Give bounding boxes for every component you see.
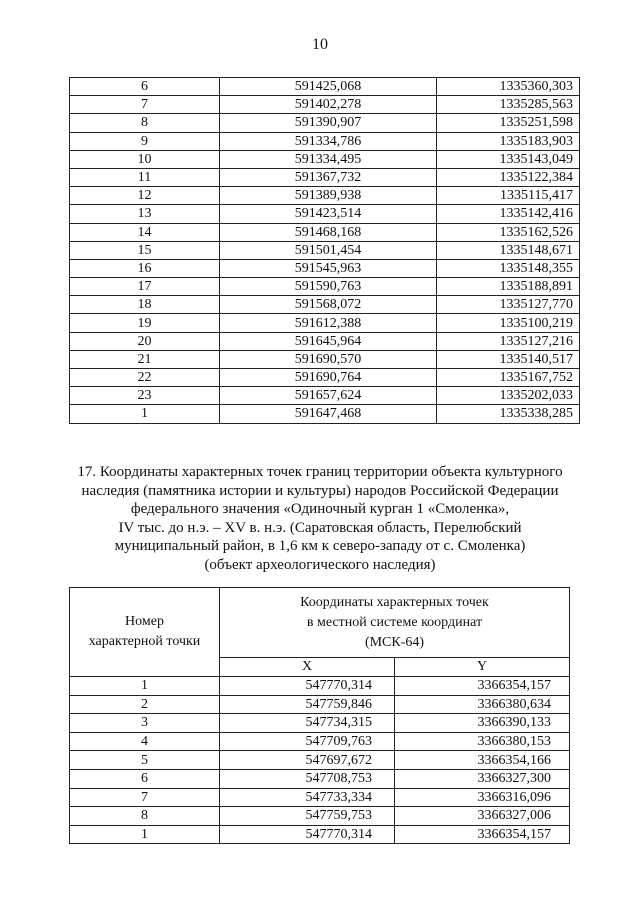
y-coordinate-cell: 3366380,634 — [395, 695, 570, 714]
point-number-cell: 6 — [70, 78, 220, 96]
table-row — [70, 259, 580, 277]
point-number-cell: 1 — [70, 677, 220, 696]
y-coordinate-cell: 1335183,903 — [437, 132, 580, 150]
coordinates-table-continued — [69, 77, 580, 424]
y-coordinate-cell: 1335188,891 — [437, 278, 580, 296]
x-coordinate-cell: 547770,314 — [220, 677, 395, 696]
heading-line: наследия (памятника истории и культуры) народов Российской Федерации — [81, 482, 559, 499]
y-coordinate-cell: 1335162,526 — [437, 223, 580, 241]
page-number: 10 — [312, 36, 328, 53]
x-coordinate-cell: 591367,732 — [220, 168, 437, 186]
header-line: Координаты характерных точек — [300, 594, 489, 610]
x-column-header: X — [220, 658, 395, 677]
point-number-cell: 14 — [70, 223, 220, 241]
point-number-cell: 8 — [70, 807, 220, 826]
table-row — [70, 714, 570, 733]
y-column-header: Y — [395, 658, 570, 677]
x-coordinate-cell: 591423,514 — [220, 205, 437, 223]
table-row — [70, 769, 570, 788]
x-coordinate-cell: 547697,672 — [220, 751, 395, 770]
table-row — [70, 825, 570, 844]
x-coordinate-cell: 591590,763 — [220, 278, 437, 296]
heading-line: федерального значения «Одиночный курган 1 «Смоленка», — [130, 501, 510, 517]
heading-line: 17. Координаты характерных точек границ территории объекта культурного — [77, 464, 563, 480]
y-coordinate-cell: 1335202,033 — [437, 387, 580, 405]
y-coordinate-cell: 1335167,752 — [437, 369, 580, 387]
x-coordinate-cell: 547759,846 — [220, 695, 395, 714]
coordinates-header — [220, 588, 570, 658]
point-number-cell: 23 — [70, 387, 220, 405]
point-number-cell: 21 — [70, 350, 220, 368]
table-row — [70, 788, 570, 807]
point-number-cell: 18 — [70, 296, 220, 314]
x-coordinate-cell: 591690,764 — [220, 369, 437, 387]
point-number-cell: 7 — [70, 96, 220, 114]
table-row — [70, 751, 570, 770]
point-number-cell: 1 — [70, 825, 220, 844]
x-coordinate-cell: 591612,388 — [220, 314, 437, 332]
x-coordinate-cell: 547709,763 — [220, 732, 395, 751]
y-coordinate-cell: 1335127,216 — [437, 332, 580, 350]
point-number-cell: 20 — [70, 332, 220, 350]
x-coordinate-cell: 547733,334 — [220, 788, 395, 807]
table-row — [70, 332, 580, 350]
y-coordinate-cell: 1335100,219 — [437, 314, 580, 332]
x-coordinate-cell: 547708,753 — [220, 769, 395, 788]
point-number-cell: 5 — [70, 751, 220, 770]
y-coordinate-cell: 1335115,417 — [437, 187, 580, 205]
x-coordinate-cell: 591389,938 — [220, 187, 437, 205]
table-row — [70, 168, 580, 186]
y-coordinate-cell: 3366316,096 — [395, 788, 570, 807]
x-coordinate-cell: 547770,314 — [220, 825, 395, 844]
table-row — [70, 96, 580, 114]
x-coordinate-cell: 591468,168 — [220, 223, 437, 241]
point-number-cell: 12 — [70, 187, 220, 205]
y-coordinate-cell: 3366380,153 — [395, 732, 570, 751]
point-number-cell: 3 — [70, 714, 220, 733]
y-coordinate-cell: 1335122,384 — [437, 168, 580, 186]
point-number-cell: 8 — [70, 114, 220, 132]
y-coordinate-cell: 3366390,133 — [395, 714, 570, 733]
y-coordinate-cell: 1335148,671 — [437, 241, 580, 259]
y-coordinate-cell: 1335338,285 — [437, 405, 580, 423]
y-coordinate-cell: 1335285,563 — [437, 96, 580, 114]
x-coordinate-cell: 591545,963 — [220, 259, 437, 277]
x-coordinate-cell: 547759,753 — [220, 807, 395, 826]
point-number-cell: 16 — [70, 259, 220, 277]
table-row — [70, 296, 580, 314]
table-row — [70, 241, 580, 259]
table-row — [70, 278, 580, 296]
point-number-cell: 19 — [70, 314, 220, 332]
heading-line: (объект археологического наследия) — [204, 556, 436, 573]
header-line: Номер — [125, 614, 164, 629]
y-coordinate-cell: 1335127,770 — [437, 296, 580, 314]
point-number-cell: 15 — [70, 241, 220, 259]
table-row — [70, 132, 580, 150]
y-coordinate-cell: 1335148,355 — [437, 259, 580, 277]
point-number-cell: 2 — [70, 695, 220, 714]
x-coordinate-cell: 591501,454 — [220, 241, 437, 259]
table-row — [70, 314, 580, 332]
y-coordinate-cell: 3366327,006 — [395, 807, 570, 826]
table-row — [70, 205, 580, 223]
x-coordinate-cell: 591402,278 — [220, 96, 437, 114]
table-row — [70, 405, 580, 423]
point-number-cell: 17 — [70, 278, 220, 296]
table-row — [70, 807, 570, 826]
point-number-cell: 9 — [70, 132, 220, 150]
point-number-cell: 6 — [70, 769, 220, 788]
y-coordinate-cell: 1335251,598 — [437, 114, 580, 132]
coordinates-table-body — [70, 677, 570, 844]
y-coordinate-cell: 3366354,157 — [395, 677, 570, 696]
point-number-cell: 13 — [70, 205, 220, 223]
point-number-cell: 22 — [70, 369, 220, 387]
x-coordinate-cell: 591690,570 — [220, 350, 437, 368]
table-row — [70, 223, 580, 241]
point-number-cell: 11 — [70, 168, 220, 186]
point-number-header — [70, 588, 220, 677]
heading-line: IV тыс. до н.э. – XV в. н.э. (Саратовская область, Перелюбский — [118, 519, 522, 536]
y-coordinate-cell: 3366327,300 — [395, 769, 570, 788]
coordinates-table-body — [70, 78, 580, 424]
table-row — [70, 387, 580, 405]
y-coordinate-cell: 1335143,049 — [437, 150, 580, 168]
header-line: характерной точки — [88, 634, 201, 649]
x-coordinate-cell: 591645,964 — [220, 332, 437, 350]
point-number-cell: 7 — [70, 788, 220, 807]
table-header — [70, 588, 570, 677]
table-row — [70, 695, 570, 714]
coordinates-table-msk64 — [69, 587, 570, 844]
section-heading — [60, 463, 580, 574]
point-number-cell: 10 — [70, 150, 220, 168]
x-coordinate-cell: 591334,786 — [220, 132, 437, 150]
y-coordinate-cell: 1335140,517 — [437, 350, 580, 368]
y-coordinate-cell: 1335142,416 — [437, 205, 580, 223]
x-coordinate-cell: 591425,068 — [220, 78, 437, 96]
table-row — [70, 187, 580, 205]
heading-line: муниципальный район, в 1,6 км к северо-западу от с. Смоленка) — [114, 538, 526, 554]
y-coordinate-cell: 1335360,303 — [437, 78, 580, 96]
point-number-cell: 1 — [70, 405, 220, 423]
table-row — [70, 150, 580, 168]
table-row — [70, 677, 570, 696]
header-line: в местной системе координат — [306, 614, 483, 630]
x-coordinate-cell: 547734,315 — [220, 714, 395, 733]
table-row — [70, 78, 580, 96]
table-row — [70, 350, 580, 368]
table-row — [70, 369, 580, 387]
x-coordinate-cell: 591334,495 — [220, 150, 437, 168]
y-coordinate-cell: 3366354,166 — [395, 751, 570, 770]
x-coordinate-cell: 591647,468 — [220, 405, 437, 423]
point-number-cell: 4 — [70, 732, 220, 751]
table-row — [70, 114, 580, 132]
x-coordinate-cell: 591390,907 — [220, 114, 437, 132]
x-coordinate-cell: 591657,624 — [220, 387, 437, 405]
header-line: (МСК-64) — [364, 634, 425, 650]
y-coordinate-cell: 3366354,157 — [395, 825, 570, 844]
table-row — [70, 732, 570, 751]
x-coordinate-cell: 591568,072 — [220, 296, 437, 314]
